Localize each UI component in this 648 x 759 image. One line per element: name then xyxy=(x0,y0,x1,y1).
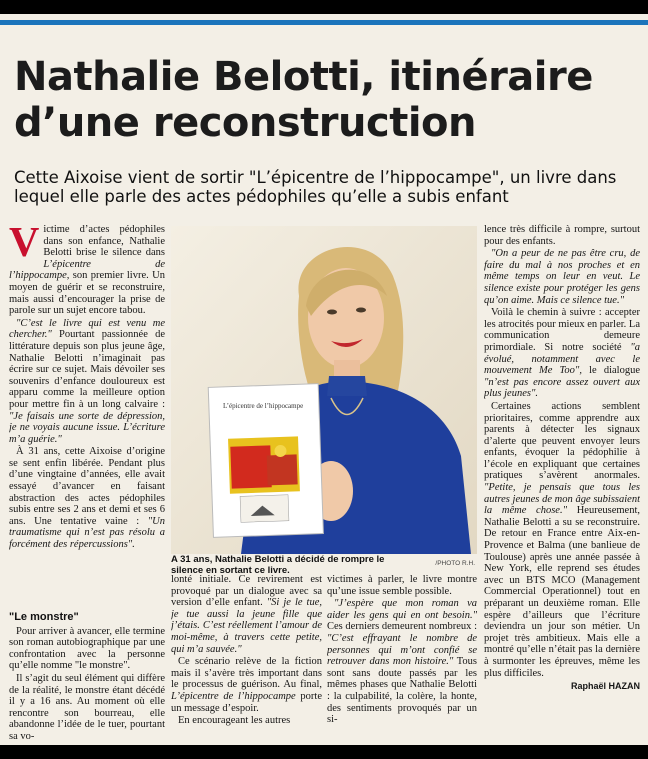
paragraph: "C’est le livre qui est venu me chercher." Pourtant passionnée de littérature depuis son plus jeune âge, Nathalie Belotti n’imaginait pas écrire sur ce sujet. Mais dévoiler ses souvenirs d’enfance douloureux est apparu comme la meilleure option pour mettre fin à un long calvaire : "Je faisais une sorte de dépression, je ne voyais aucune issue. L’écriture m’a guérie." xyxy=(9,317,165,445)
portrait-illustration xyxy=(171,226,477,554)
headline-line-1: Nathalie Belotti, itinéraire xyxy=(14,54,593,100)
drop-cap: V xyxy=(9,224,40,266)
paragraph: "On a peur de ne pas être cru, de faire du mal à nos proches et en même temps on leur en veut. Le silence existe pour protéger les gens qu’on aime. Mais ce silence tue." xyxy=(484,248,640,306)
paragraph: À 31 ans, cette Aixoise d’origine se sent enfin libérée. Pendant plus d’une vingtaine d’années, elle avait essayé d’avancer en faisant abstraction des actes pédophiles subis entre ses 2 ans et demi et ses 6 ans. Une tentative vaine : "Un traumatisme qui n’est pas résolu a forcément des répercussions". xyxy=(9,446,165,551)
paragraph: "J’espère que mon roman va aider les gens qui en ont besoin." Ces derniers demeurent nombreux : "C’est effrayant le nombre de personnes qui m’ont confié se retrouver dans mon histoire." Tous sont sans doute passés par les mêmes phases que Nathalie Belotti : la culpabilité, la colère, la honte, des sentiments provoqués par un si- xyxy=(327,598,477,726)
bottom-black-band xyxy=(0,745,648,759)
standfirst-line-2: lequel elle parle des actes pédophiles qu’elle a subis enfant xyxy=(14,187,509,206)
paragraph: Il s’agit du seul élément qui diffère de la réalité, le monstre étant décédé il y a 16 ans. Au moment où elle rencontre son bourreau, elle abandonne l’idée de le tuer, pourtant sa vo- xyxy=(9,672,165,742)
headline-line-2: d’une reconstruction xyxy=(14,100,476,146)
article-column-1 xyxy=(9,224,165,604)
paragraph: En encourageant les autres xyxy=(178,715,291,727)
paragraph: Voilà le chemin à suivre : accepter les atrocités pour mieux en parler. La communication demeure primordiale. Si notre société "a évolué, notamment avec le mouvement Me Too", le dialogue "n’est pas encore assez ouvert aux plus jeunes". xyxy=(484,307,640,400)
photo-caption: A 31 ans, Nathalie Belotti a décidé de rompre le silence en sortant ce livre. xyxy=(171,554,385,576)
paragraph: Certaines actions semblent prioritaires, comme apprendre aux parents à détecter les signaux d’alerte que peuvent envoyer leurs enfants, évoquer la pédophilie à l’école en expliquant que certaines pratiques s’avèrent anormales. "Petite, je pensais que tous les autres jeunes de mon âge subissaient la même chose." Heureusement, Nathalie Belotti a su se reconstruire. De retour en France entre Aix-en-Provence et Balma (une banlieue de Toulouse) après une année passée à New York, elle reprend ses études avec un BTS MCO (Management Commercial Operationnel) tout en préparant un deuxième roman. Elle espère d’ailleurs que l’écriture deviendra un jour son métier. Un projet très ambitieux. Mais elle a montré qu’elle n’était pas la dernière à surmonter les épreuves, même les plus difficiles. xyxy=(484,400,640,679)
photo-credit: /PHOTO R.H. xyxy=(435,560,475,567)
paragraph: victimes à parler, le livre montre qu’une issue semble possible. xyxy=(327,574,477,597)
article-photo xyxy=(171,226,477,554)
article-column-1-lower xyxy=(9,609,165,745)
article-column-4 xyxy=(484,224,640,745)
newspaper-page xyxy=(0,14,648,745)
standfirst xyxy=(14,168,636,206)
headline xyxy=(14,54,639,146)
article-column-3 xyxy=(327,574,477,745)
paragraph: Ce scénario relève de la fiction mais il s’avère très important dans le processus de guérison. Au final, L’épicentre de l’hippocampe porte un message d’espoir. xyxy=(171,656,322,714)
paragraph: lence très difficile à rompre, surtout pour des enfants. xyxy=(484,224,640,247)
top-blue-rule xyxy=(0,20,648,25)
paragraph: Pour arriver à avancer, elle termine son roman autobiographique par une confrontation avec la personne qu’elle nomme "le monstre". xyxy=(9,625,165,672)
photo-caption-area xyxy=(171,554,477,576)
book-cover-title: L’épicentre de l’hippocampe xyxy=(223,402,304,410)
paragraph: lonté initiale. Ce revirement est provoqué par un dialogue avec sa version d’elle enfant. "Si je le tue, je tue aussi la jeune fille que j’étais. C’est réellement l’amour de moi-même, à travers cette petite, qui m’a sauvée." xyxy=(171,574,322,655)
article-column-2 xyxy=(171,574,322,745)
intro-paragraph: V ictime d’actes pédophiles dans son enfance, Nathalie Belotti brise le silence dans L’épicentre de l’hippocampe, son premier livre. Un moyen de guérir et se reconstruire, mais aussi d’encourager la prise de parole sur un sujet encore tabou. xyxy=(9,224,165,317)
byline: Raphaël HAZAN xyxy=(570,681,640,692)
subheading: "Le monstre" xyxy=(9,611,79,623)
standfirst-line-1: Cette Aixoise vient de sortir "L’épicentre de l’hippocampe", un livre dans xyxy=(14,168,617,187)
